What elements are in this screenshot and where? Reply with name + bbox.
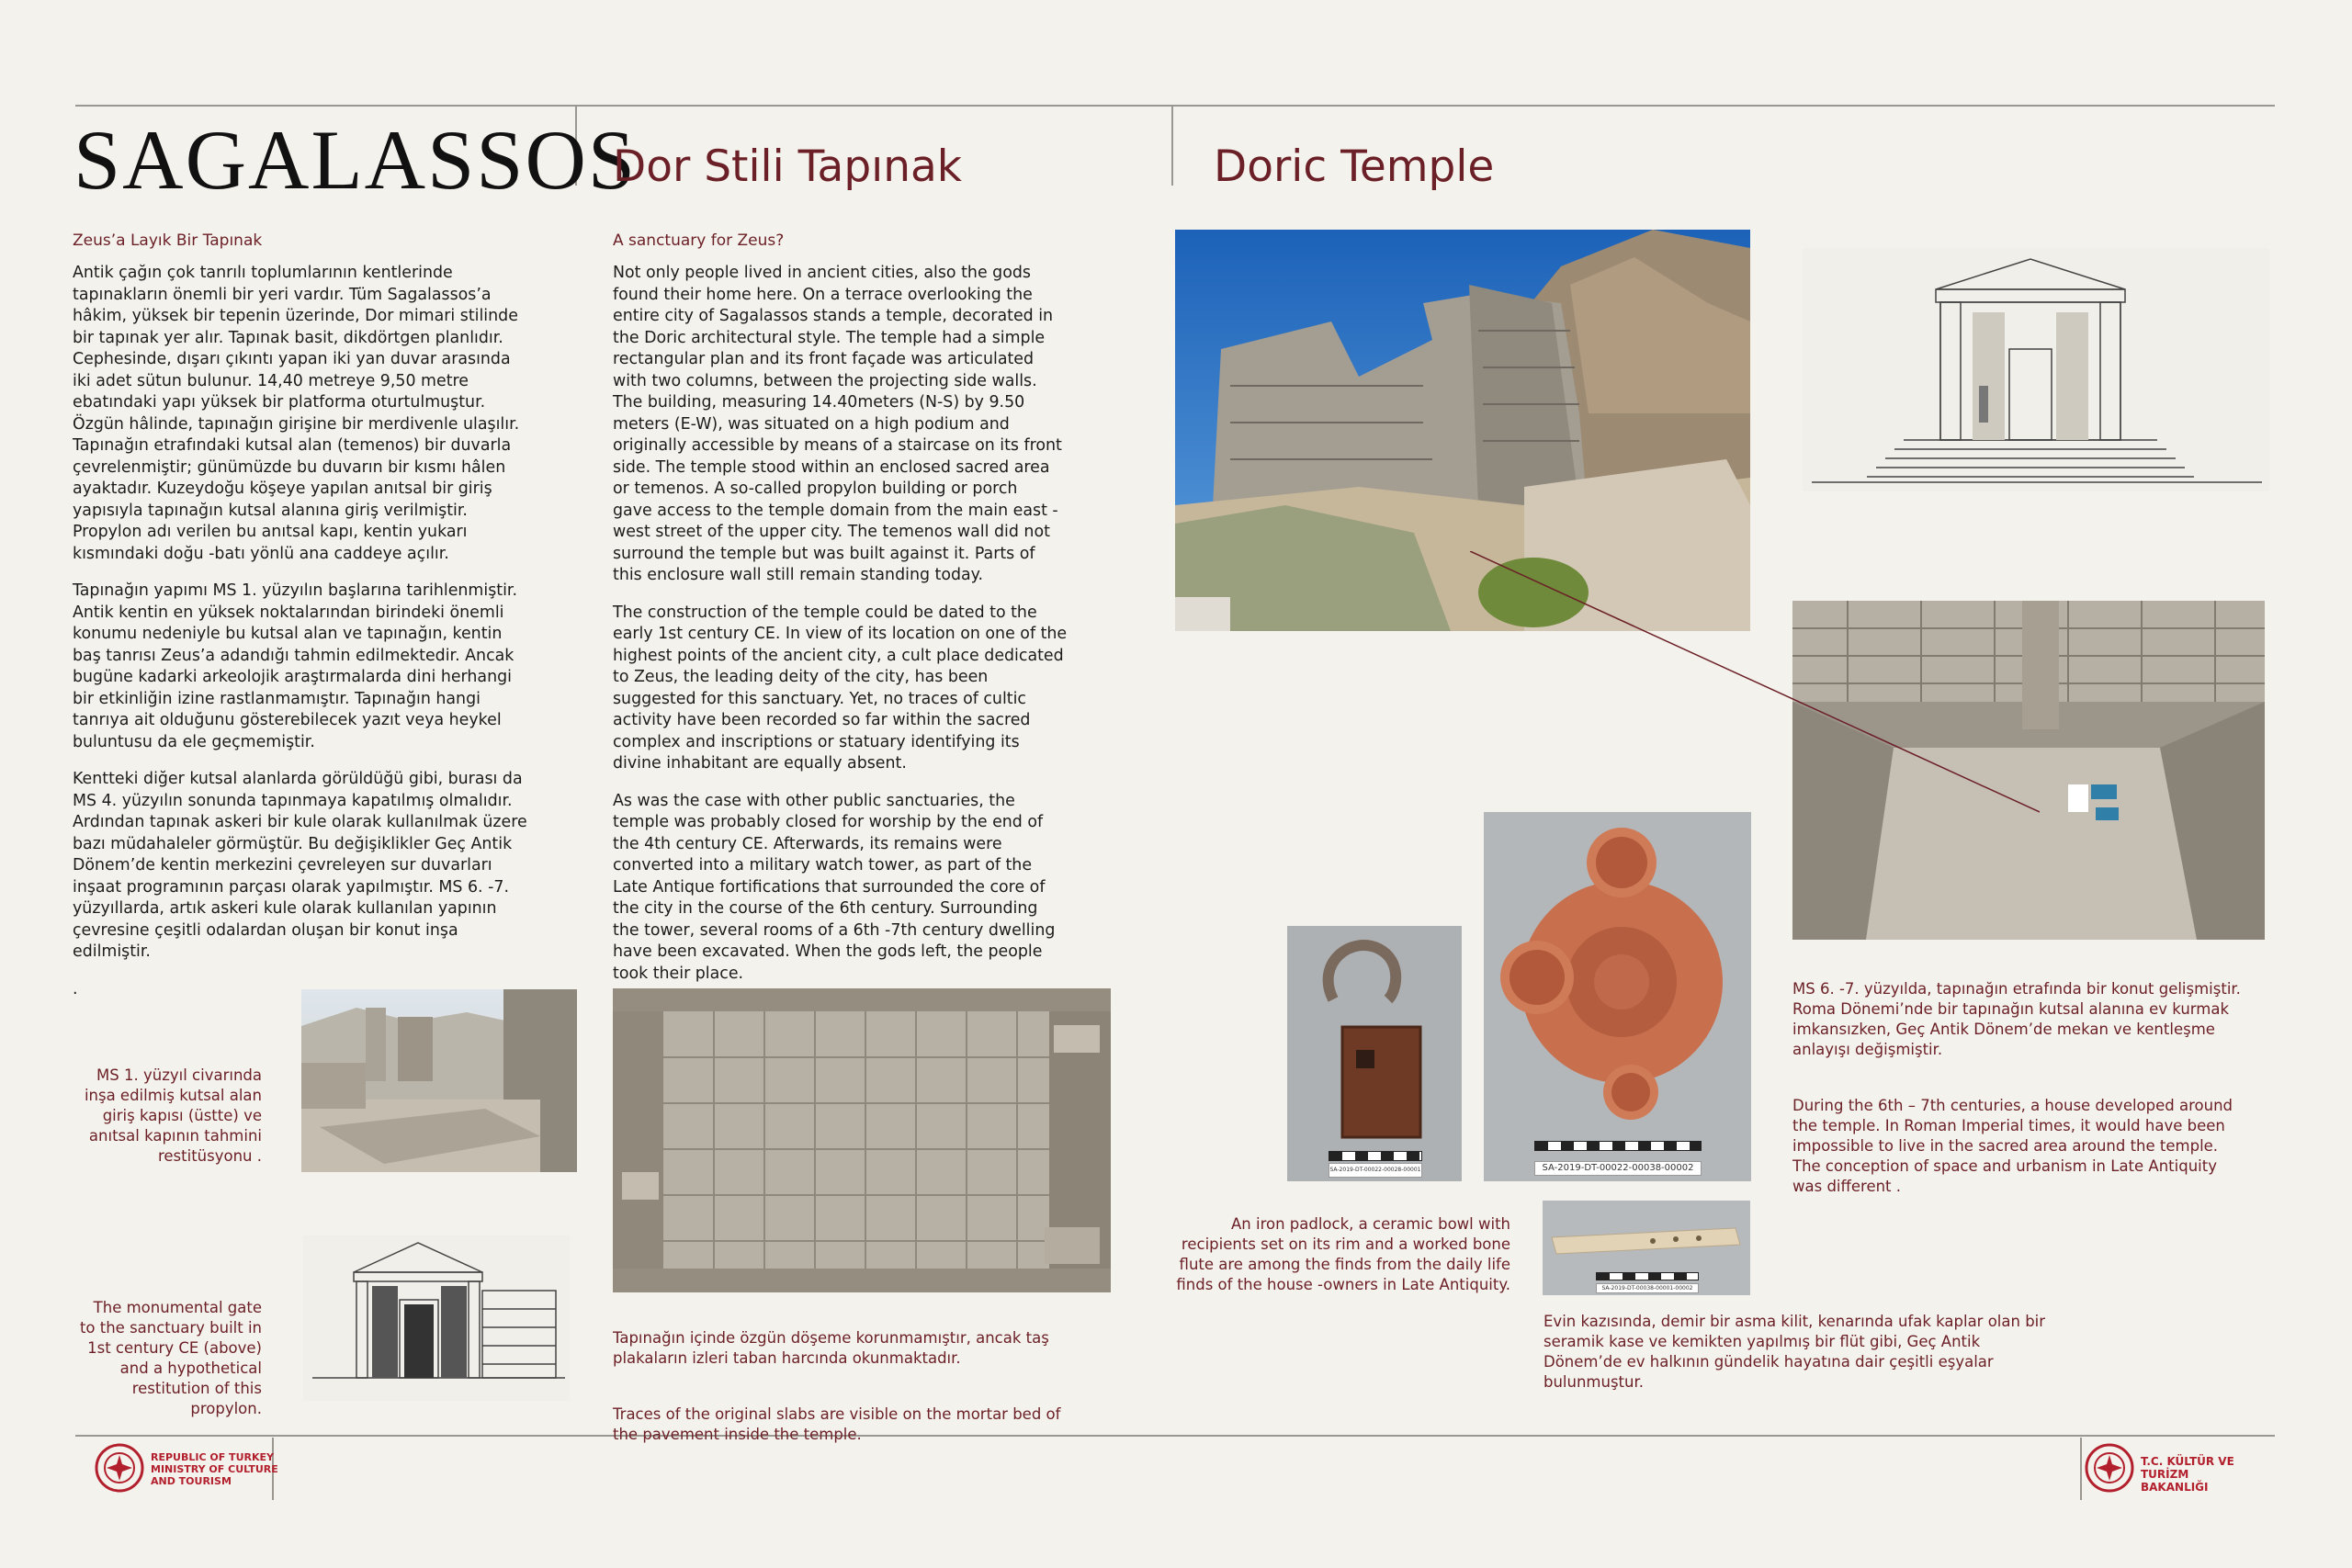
padlock-photo: [1287, 926, 1462, 1181]
house-caption-en: During the 6th – 7th centuries, a house developed around the temple. In Roman Imperial times, it would have been impossible to live in the sacred area around the temple. The conception of space and urbanism in Late Antiquity was different .: [1792, 1097, 2233, 1195]
bowl-label: SA-2019-DT-00022-00038-00002: [1534, 1161, 1702, 1176]
flute-label: SA-2019-DT-00038-00001-00002: [1596, 1283, 1699, 1293]
padlock-label: SA-2019-DT-00022-00028-00001: [1329, 1163, 1422, 1178]
turkish-text: [73, 263, 569, 1016]
finds-caption-tr: Evin kazısında, demir bir asma kilit, kenarında ufak kaplar olan bir seramik kase ve kemikten yapılmış bir flüt gibi, Geç Antik Dönem’de ev halkının gündelik hayatına dair çeşitli eşyalar bulunmuştur.: [1544, 1313, 2046, 1391]
turkish-paragraph: Kentteki diğer kutsal alanlarda görüldüğü gibi, burası da MS 4. yüzyılın sonunda tapınmaya kapatılmış olmalıdır. Ardından tapınak askeri bir kule olarak kullanılmak üzere bazı müdahaleler görmüştür. Bu değişiklikler Geç Antik Dönem’de kentin merkezini çevreleyen sur duvarları inşaat programının parçası olarak yapılmıştır. MS 6. -7. yüzyıllarda, artık askeri kule olarak kullanılan yapının çevresine çeşitli odalardan oluşan bir konut inşa edilmiştir.: [73, 770, 527, 961]
divider-tr-en: [1171, 105, 1173, 186]
ministry-name-en: REPUBLIC OF TURKEY MINISTRY OF CULTURE AND TOURISM: [151, 1451, 278, 1487]
turkish-paragraph: Tapınağın yapımı MS 1. yüzyılın başlarına tarihlenmiştir. Antik kentin en yüksek noktalarından birindeki önemli konumu nedeniyle bu kutsal alan ve tapınağın, kentin baş tanrısı Zeus’a adandığı tahmin edilmektedir. Ancak bugüne kadarki arkeolojik araştırmalarda dini herhangi bir etkinliğin izine rastlanmamıştır. Tapınağın hangi tanrıya ait olduğunu gösterebilecek yazıt veya heykel buluntusu da ele geçmemiştir.: [73, 581, 517, 751]
ministry-name-tr: T.C. KÜLTÜR VE TURİZM BAKANLIĞI: [2141, 1455, 2234, 1494]
page-title: SAGALASSOS: [74, 113, 638, 207]
ministry-emblem-icon: [2084, 1442, 2135, 1494]
turkish-paragraph: .: [73, 979, 78, 998]
bowl-scale-bar: [1534, 1141, 1702, 1151]
propylon-photo: [301, 989, 577, 1172]
finds-caption-en: An iron padlock, a ceramic bowl with recipients set on its rim and a worked bone flute are among the finds from the daily life finds of the house -owners in Late Antiquity.: [1176, 1215, 1510, 1293]
ministry-logo-left: [94, 1442, 351, 1495]
house-caption: [1792, 959, 2270, 1233]
flute-scale-bar: [1596, 1272, 1699, 1280]
temple-elevation-drawing: [1803, 248, 2269, 491]
bone-flute-photo: [1543, 1201, 1750, 1295]
footer-divider-right: [2080, 1438, 2082, 1500]
ceramic-bowl-photo: [1484, 812, 1751, 1181]
english-paragraph: Not only people lived in ancient cities, also the gods found their home here. On a terrace overlooking the entire city of Sagalassos stands a temple, decorated in the Doric architectural style. The temple had a simple rectangular plan and its front façade was articulated with two columns, between the projecting side walls. The building, measuring 14.40meters (N-S) by 9.50 meters (E-W), was situated on a high podium and originally accessible by means of a staircase on its front side. The temple stood within an enclosed sacred area or temenos. A so-called propylon building or porch gave access to the temple domain from the main east - west street of the upper city. The temenos wall did not surround the temple but was built against it. Parts of this enclosure wall still remain standing today.: [613, 264, 1062, 584]
turkish-subtitle: Zeus’a Layık Bir Tapınak: [73, 231, 263, 250]
padlock-scale-bar: [1329, 1151, 1422, 1161]
turkish-paragraph: Antik çağın çok tanrılı toplumlarının kentlerinde tapınakların önemli bir yeri vardır. Tüm Sagalassos’a hâkim, yüksek bir tepenin üzerinde, Dor mimari stilinde bir tapınak yer alır. Tapınak basit, dikdörtgen planlıdır. Cephesinde, dışarı çıkıntı yapan iki yan duvar arasında iki adet sütun bulunur. 14,40 metreye 9,50 metre ebatındaki yapı yüksek bir platforma oturtulmuştur. Özgün hâlinde, tapınağın girişine bir merdivenle ulaşılır. Tapınağın etrafındaki kutsal alan (temenos) bir duvarla çevrelenmiştir; günümüzde bu duvarın bir kısmı hâlen ayaktadır. Kuzeydoğu köşeye yapılan anıtsal bir giriş yapısıyla tapınağın kutsal alanına giriş verilmiştir. Propylon adı verilen bu anıtsal kapı, kentin yukarı kısmındaki doğu -batı yönlü ana caddeye açılır.: [73, 264, 520, 563]
propylon-caption-en: [55, 1278, 262, 1419]
ministry-emblem-icon: [94, 1442, 145, 1494]
temple-floor-photo: [613, 988, 1111, 1292]
connector-line: [1470, 551, 2040, 827]
house-caption-tr: MS 6. -7. yüzyılda, tapınağın etrafında bir konut gelişmiştir. Roma Dönemi’nde bir tapınağın kutsal alanına ev kurmak imkansızken, Geç Antik Dönem’de mekan ve kentleşme anlayışı değişmiştir.: [1792, 980, 2241, 1058]
top-rule: [75, 105, 2275, 107]
title-english: Doric Temple: [1214, 141, 1495, 192]
english-subtitle: A sanctuary for Zeus?: [613, 231, 785, 250]
ministry-logo-right: [2084, 1442, 2286, 1495]
english-text: [613, 263, 1109, 1000]
english-paragraph: The construction of the temple could be dated to the early 1st century CE. In view of its location on one of the highest points of the ancient city, a cult place dedicated to Zeus, the leading deity of the city, has been suggested for this sanctuary. Yet, no traces of cultic activity have been recorded so far within the sacred complex and inscriptions or statuary identifying its divine inhabitant are equally absent.: [613, 603, 1068, 773]
slabs-caption-en: Traces of the original slabs are visible on the mortar bed of the pavement inside the temple.: [613, 1405, 1061, 1443]
bottom-rule: [75, 1435, 2275, 1437]
english-paragraph: As was the case with other public sanctuaries, the temple was probably closed for worship by the end of the 4th century CE. Afterwards, its remains were converted into a military watch tower, as part of the Late Antique fortifications that surrounded the core of the city in the course of the 6th century. Surrounding the tower, several rooms of a 6th -7th century dwelling have been excavated. When the gods left, the people took their place.: [613, 791, 1056, 983]
slabs-caption-tr: Tapınağın içinde özgün döşeme korunmamıştır, ancak taş plakaların izleri taban harcında okunmaktadır.: [613, 1329, 1049, 1367]
propylon-caption-en-text: The monumental gate to the sanctuary built in 1st century CE (above) and a hypothetical restitution of this propylon.: [79, 1299, 262, 1417]
slabs-caption: [613, 1308, 1127, 1481]
propylon-caption-tr: MS 1. yüzyıl civarında inşa edilmiş kutsal alan giriş kapısı (üstte) ve anıtsal kapının tahmini restitüsyonu .: [84, 1066, 262, 1165]
propylon-drawing: [303, 1235, 570, 1401]
title-turkish: Dor Stili Tapınak: [613, 141, 963, 192]
